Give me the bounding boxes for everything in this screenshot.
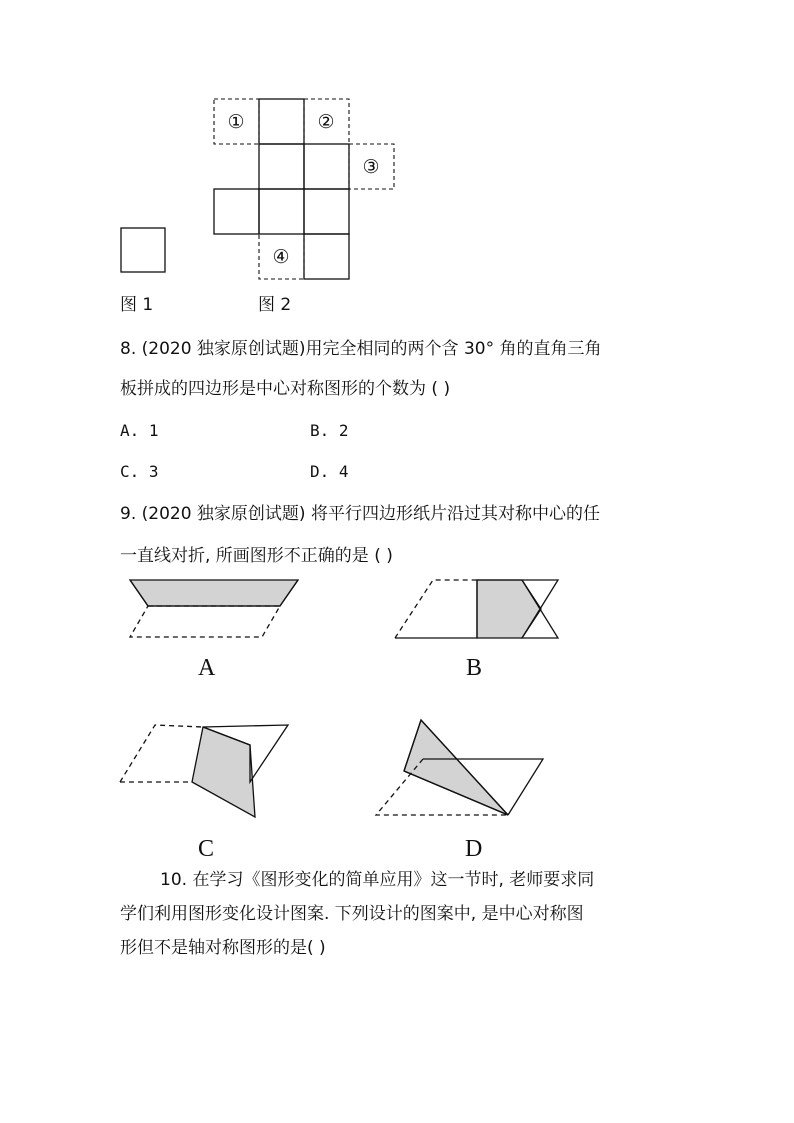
fig2-cell [259,189,304,234]
q8-option-b: B. 2 [310,421,349,440]
q8-option-a: A. 1 [120,421,159,440]
q9-label-c: C [198,836,215,862]
q9-line-1: 9. (2020 独家原创试题) 将平行四边形纸片沿过其对称中心的任 [120,504,600,524]
q9-figure-d [376,720,543,815]
fig2-caption: 图 2 [258,295,292,315]
q8-line-2: 板拼成的四边形是中心对称图形的个数为 ( ) [120,379,451,399]
q10-line-1: 10. 在学习《图形变化的简单应用》这一节时, 老师要求同 [160,870,595,890]
cell-label-3: ③ [362,156,380,178]
fig2-cell [304,189,349,234]
q9-label-d: D [465,836,483,862]
q10-line-2: 学们利用图形变化设计图案. 下列设计的图案中, 是中心对称图 [120,904,584,924]
fig1-square [121,228,165,272]
q8-line-1: 8. (2020 独家原创试题)用完全相同的两个含 30° 角的直角三角 [120,339,602,359]
q9-figure-c [120,725,288,817]
fig2-cell [214,189,259,234]
q9-figure-b [395,580,558,638]
q9-label-a: A [198,655,216,681]
q9-label-b: B [466,655,483,681]
q8-option-d: D. 4 [310,462,349,481]
fig2-cell [259,144,304,189]
cell-label-1: ① [227,111,245,133]
cell-label-2: ② [317,111,335,133]
fig2-cell [259,99,304,144]
fig1-caption: 图 1 [120,295,154,315]
fig2-cell [304,234,349,279]
cell-label-4: ④ [272,246,290,268]
fig2-cell [304,144,349,189]
q9-line-2: 一直线对折, 所画图形不正确的是 ( ) [120,546,393,566]
q9-figure-a [130,580,298,637]
q8-option-c: C. 3 [120,462,159,481]
q10-line-3: 形但不是轴对称图形的是( ) [120,938,326,958]
